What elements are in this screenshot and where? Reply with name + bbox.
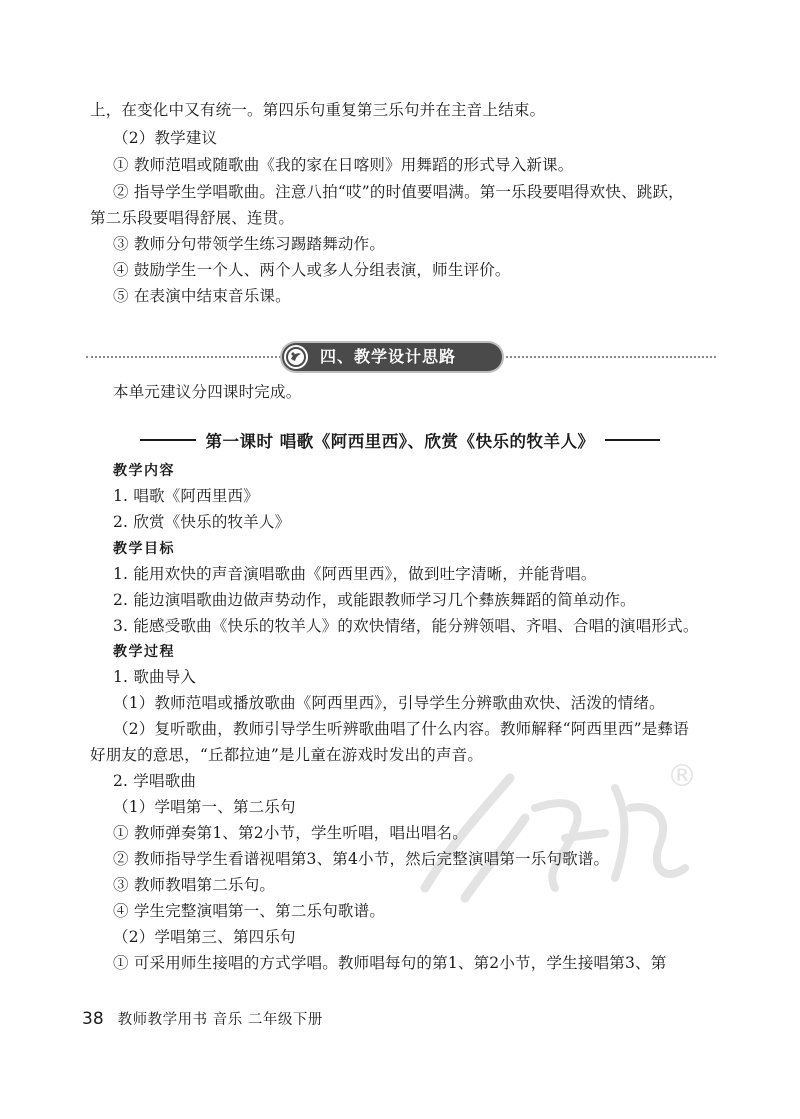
process-line: ② 教师指导学生看谱视唱第3、第4小节，然后完整演唱第一乐句歌谱。	[113, 850, 610, 868]
publisher-watermark	[415, 748, 705, 908]
content-item-1: 1. 唱歌《阿西里西》	[113, 487, 259, 505]
process-line: 好朋友的意思，“丘都拉迪”是儿童在游戏时发出的声音。	[90, 746, 484, 764]
book-title: 教师教学用书 音乐 二年级下册	[117, 1012, 323, 1028]
goal-item-3: 3. 能感受歌曲《快乐的牧羊人》的欢快情绪，能分辨领唱、齐唱、合唱的演唱形式。	[113, 617, 699, 635]
suggestion-item-3: ③ 教师分句带领学生练习踢踏舞动作。	[113, 235, 386, 253]
suggestion-item-5: ⑤ 在表演中结束音乐课。	[113, 287, 291, 305]
process-line: （1）学唱第一、第二乐句	[113, 798, 296, 816]
suggestion-heading: （2）教学建议	[113, 129, 218, 147]
process-line: 2. 学唱歌曲	[113, 772, 197, 790]
content-heading: 教学内容	[113, 463, 175, 479]
content-item-2: 2. 欣赏《快乐的牧羊人》	[113, 513, 291, 531]
process-heading: 教学过程	[113, 644, 175, 660]
unit-note: 本单元建议分四课时完成。	[113, 383, 302, 401]
lesson-title	[140, 429, 660, 451]
suggestion-item-1: ① 教师范唱或随歌曲《我的家在日喀则》用舞蹈的形式导入新课。	[113, 156, 574, 174]
page-footer	[82, 1009, 323, 1030]
lesson-title-text: 第一课时 唱歌《阿西里西》、欣赏《快乐的牧羊人》	[205, 432, 595, 451]
suggestion-item-4: ④ 鼓励学生一个人、两个人或多人分组表演，师生评价。	[113, 261, 511, 279]
page-number: 38	[82, 1009, 104, 1029]
goals-heading: 教学目标	[113, 541, 175, 557]
title-dash-left	[140, 439, 196, 441]
process-line: ④ 学生完整演唱第一、第二乐句歌谱。	[113, 902, 386, 920]
dotted-divider-left	[86, 356, 281, 358]
dotted-divider-right	[501, 356, 716, 358]
registered-mark: ®	[667, 759, 697, 794]
section-header	[86, 343, 716, 371]
goal-item-2: 2. 能边演唱歌曲边做声势动作，或能跟教师学习几个彝族舞蹈的简单动作。	[113, 591, 636, 609]
section-title: 四、教学设计思路	[320, 347, 457, 366]
process-line: （2）复听歌曲，教师引导学生听辨歌曲唱了什么内容。教师解释“阿西里西”是彝语	[113, 720, 689, 738]
process-line: ① 教师弹奏第1、第2小节，学生听唱，唱出唱名。	[113, 824, 468, 842]
process-line: ① 可采用师生接唱的方式学唱。教师唱每句的第1、第2小节，学生接唱第3、第	[113, 954, 667, 972]
title-dash-right	[605, 439, 661, 441]
process-line: （1）教师范唱或播放歌曲《阿西里西》，引导学生分辨歌曲欢快、活泼的情绪。	[113, 694, 665, 712]
suggestion-item-2: ② 指导学生学唱歌曲。注意八拍“哎”的时值要唱满。第一乐段要唱得欢快、跳跃，	[113, 183, 684, 201]
goal-item-1: 1. 能用欢快的声音演唱歌曲《阿西里西》，做到吐字清晰，并能背唱。	[113, 565, 597, 583]
process-line: ③ 教师教唱第二乐句。	[113, 876, 276, 894]
process-line: 1. 歌曲导入	[113, 668, 197, 686]
section-title-pill	[282, 343, 502, 371]
section-badge-icon	[283, 344, 309, 370]
process-line: （2）学唱第三、第四乐句	[113, 928, 296, 946]
paragraph-continuation: 上，在变化中又有统一。第四乐句重复第三乐句并在主音上结束。	[90, 101, 546, 119]
suggestion-item-2-continued: 第二乐段要唱得舒展、连贯。	[90, 209, 295, 227]
